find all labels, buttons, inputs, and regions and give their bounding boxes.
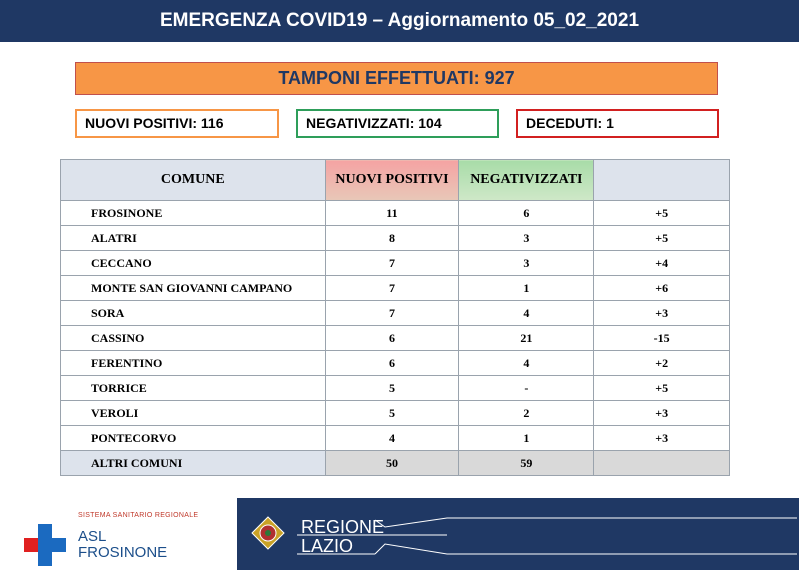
cell-comune: VEROLI <box>61 401 326 426</box>
cell-comune: MONTE SAN GIOVANNI CAMPANO <box>61 276 326 301</box>
kpi-deceduti-label: DECEDUTI: 1 <box>526 115 614 131</box>
table-row <box>61 351 730 376</box>
cell-comune: FERENTINO <box>61 351 326 376</box>
cell-diff <box>594 451 730 476</box>
comuni-table <box>60 159 730 476</box>
page-title: EMERGENZA COVID19 – Aggiornamento 05_02_2021 <box>159 10 640 31</box>
cell-positivi: 7 <box>325 251 459 276</box>
health-cross-icon <box>24 524 66 566</box>
cell-diff: +2 <box>594 351 730 376</box>
cell-diff: +6 <box>594 276 730 301</box>
cell-positivi: 50 <box>325 451 459 476</box>
table-row <box>61 251 730 276</box>
table-row-altri-comuni <box>61 451 730 476</box>
cell-diff: -15 <box>594 326 730 351</box>
table-row <box>61 201 730 226</box>
regione-text <box>301 518 384 556</box>
tamponi-label: TAMPONI EFFETTUATI: 927 <box>278 68 515 88</box>
table-row <box>61 401 730 426</box>
table-header-row <box>61 160 730 201</box>
header-nuovi-positivi: NUOVI POSITIVI <box>325 160 459 201</box>
regione-line2: LAZIO <box>301 536 354 556</box>
tamponi-box <box>75 62 718 95</box>
cell-diff: +3 <box>594 401 730 426</box>
cell-diff: +5 <box>594 226 730 251</box>
cell-diff: +3 <box>594 426 730 451</box>
header-differenza <box>594 160 730 201</box>
page-title-banner <box>0 0 799 42</box>
cell-positivi: 6 <box>325 326 459 351</box>
asl-frosinone-logo <box>20 510 230 570</box>
cell-positivi: 7 <box>325 301 459 326</box>
header-comune: COMUNE <box>61 160 326 201</box>
cell-comune: TORRICE <box>61 376 326 401</box>
cell-positivi: 5 <box>325 376 459 401</box>
cell-comune: CASSINO <box>61 326 326 351</box>
asl-name: ASL <box>78 528 107 545</box>
cell-negativizzati: 1 <box>459 276 594 301</box>
cell-diff: +4 <box>594 251 730 276</box>
cell-negativizzati: 59 <box>459 451 594 476</box>
kpi-nuovi-positivi-label: NUOVI POSITIVI: 116 <box>85 115 224 131</box>
cell-positivi: 8 <box>325 226 459 251</box>
cell-negativizzati: 4 <box>459 301 594 326</box>
cell-negativizzati: - <box>459 376 594 401</box>
cell-negativizzati: 2 <box>459 401 594 426</box>
header-negativizzati: NEGATIVIZZATI <box>459 160 594 201</box>
cell-negativizzati: 21 <box>459 326 594 351</box>
kpi-negativizzati-label: NEGATIVIZZATI: 104 <box>306 115 442 131</box>
asl-subtitle: SISTEMA SANITARIO REGIONALE <box>78 512 199 519</box>
cell-negativizzati: 4 <box>459 351 594 376</box>
cell-negativizzati: 6 <box>459 201 594 226</box>
cell-positivi: 4 <box>325 426 459 451</box>
cell-diff: +5 <box>594 201 730 226</box>
kpi-deceduti <box>516 109 719 138</box>
kpi-nuovi-positivi <box>75 109 279 138</box>
cell-negativizzati: 3 <box>459 226 594 251</box>
table-row <box>61 376 730 401</box>
table-row <box>61 301 730 326</box>
table-row <box>61 326 730 351</box>
cell-positivi: 7 <box>325 276 459 301</box>
kpi-negativizzati <box>296 109 499 138</box>
cell-diff: +5 <box>594 376 730 401</box>
cell-positivi: 6 <box>325 351 459 376</box>
cell-comune: CECCANO <box>61 251 326 276</box>
regione-lazio-banner <box>237 498 799 570</box>
cell-negativizzati: 1 <box>459 426 594 451</box>
cell-positivi: 11 <box>325 201 459 226</box>
asl-city: FROSINONE <box>78 544 168 561</box>
cell-comune: PONTECORVO <box>61 426 326 451</box>
table-row <box>61 426 730 451</box>
cell-comune: ALTRI COMUNI <box>61 451 326 476</box>
cell-diff: +3 <box>594 301 730 326</box>
regione-line1: REGIONE <box>301 517 385 537</box>
table-row <box>61 226 730 251</box>
regione-emblem-icon <box>251 516 285 550</box>
cell-comune: FROSINONE <box>61 201 326 226</box>
cell-negativizzati: 3 <box>459 251 594 276</box>
cell-comune: ALATRI <box>61 226 326 251</box>
cell-positivi: 5 <box>325 401 459 426</box>
cell-comune: SORA <box>61 301 326 326</box>
table-row <box>61 276 730 301</box>
